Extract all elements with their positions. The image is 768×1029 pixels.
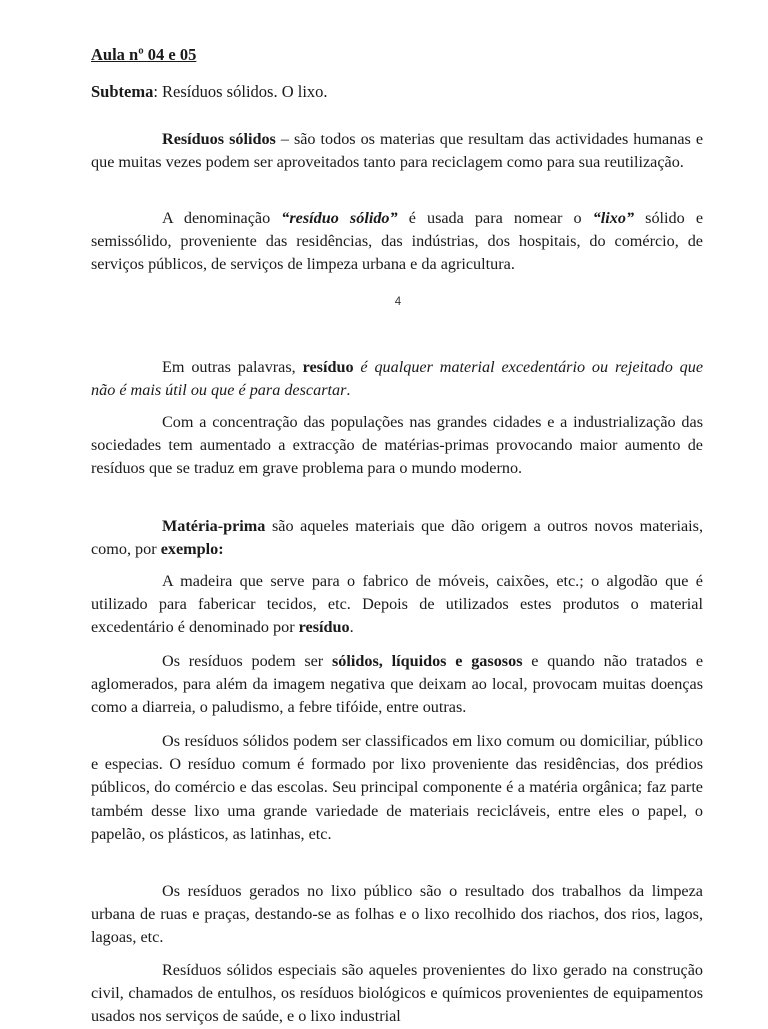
paragraph-text: . xyxy=(346,381,351,400)
term-lixo: “lixo” xyxy=(592,209,635,227)
lesson-title xyxy=(91,44,196,66)
page-number: 4 xyxy=(394,296,402,308)
paragraph-raw-material xyxy=(91,515,703,561)
paragraph-public-waste: Os resíduos gerados no lixo público são o resultado dos trabalhos da limpeza urbana de ruas e praças, destando-se as folhas e o lixo recolhido dos riachos, dos rios, lagos, lagoas, etc. xyxy=(91,882,703,947)
paragraph-text: A denominação xyxy=(162,209,282,227)
paragraph-text: são aqueles materiais que dão origem a outros novos materiais, como, por xyxy=(91,517,703,559)
term-exemplo: exemplo: xyxy=(160,540,224,559)
subtheme-line xyxy=(91,81,328,103)
term-solid-waste: Resíduos sólidos xyxy=(162,130,276,148)
paragraph-example xyxy=(91,570,703,640)
paragraph-text: Em outras palavras, xyxy=(162,358,303,376)
paragraph-text: Os resíduos podem ser xyxy=(162,652,332,670)
paragraph-text: e quando não tratados e aglomerados, para além da imagem negativa que deixam ao local, provocam muitas doenças como a diarreia, o paludismo, a febre tifóide, entre outras. xyxy=(91,652,704,717)
paragraph-text: sólido e semissólido, proveniente das residências, das indústrias, dos hospitais, do comércio, de serviços públicos, de serviços de limpeza urbana e da agricultura. xyxy=(91,209,704,274)
paragraph-residuo-definition xyxy=(91,356,703,402)
paragraph-solid-waste-definition xyxy=(91,128,703,174)
residuo-definition: é qualquer material excedentário ou rejeitado que não é mais útil ou que é para descartar xyxy=(91,358,704,400)
paragraph-special-waste: Resíduos sólidos especiais são aqueles provenientes do lixo gerado na construção civil, chamados de entulhos, os resíduos biológicos e químicos provenientes de equipamentos usados nos serviços de saúde, e o lixo industrial xyxy=(91,961,703,1026)
term-residuo-solido: “resíduo sólido” xyxy=(281,209,398,227)
term-waste-states: sólidos, líquidos e gasosos xyxy=(331,652,523,670)
paragraph-text: é usada para nomear o xyxy=(397,209,593,227)
paragraph-denomination xyxy=(91,207,703,277)
paragraph-text: . xyxy=(349,618,354,637)
paragraph-solid-waste-classification: Os resíduos sólidos podem ser classificados em lixo comum ou domiciliar, público e especias. O resíduo comum é formado por lixo proveniente das residências, dos prédios públicos, do comércio e das escolas. Seu principal componente é a matéria orgânica; faz parte também desse lixo uma grande variedade de materiais recicláveis, entre eles o papel, o papelão, os plásticos, as latinhas, etc. xyxy=(91,732,703,843)
subtheme-text: : Resíduos sólidos. O lixo. xyxy=(153,82,328,101)
term-materia-prima: Matéria-prima xyxy=(162,517,266,535)
paragraph-text: – são todos os materias que resultam das actividades humanas e que muitas vezes podem ser aproveitados tanto para reciclagem como para sua reutilização. xyxy=(91,130,704,172)
lesson-title-text: Aula nº 04 e 05 xyxy=(91,45,197,64)
subtheme-label: Subtema xyxy=(91,82,154,101)
paragraph-population-concentration: Com a concentração das populações nas grandes cidades e a industrialização das sociedades tem aumentado a extracção de matérias-primas provocando maior aumento de resíduos que se traduz em grave problema para o mundo moderno. xyxy=(91,413,703,478)
paragraph-text: A madeira que serve para o fabrico de móveis, caixões, etc.; o algodão que é utilizado para fabericar tecidos, etc. Depois de utilizados estes produtos o material excedentário é denominado por xyxy=(91,572,703,637)
term-residuo-2: resíduo xyxy=(298,618,350,637)
term-residuo: resíduo xyxy=(302,358,354,376)
paragraph-waste-types xyxy=(91,650,703,720)
